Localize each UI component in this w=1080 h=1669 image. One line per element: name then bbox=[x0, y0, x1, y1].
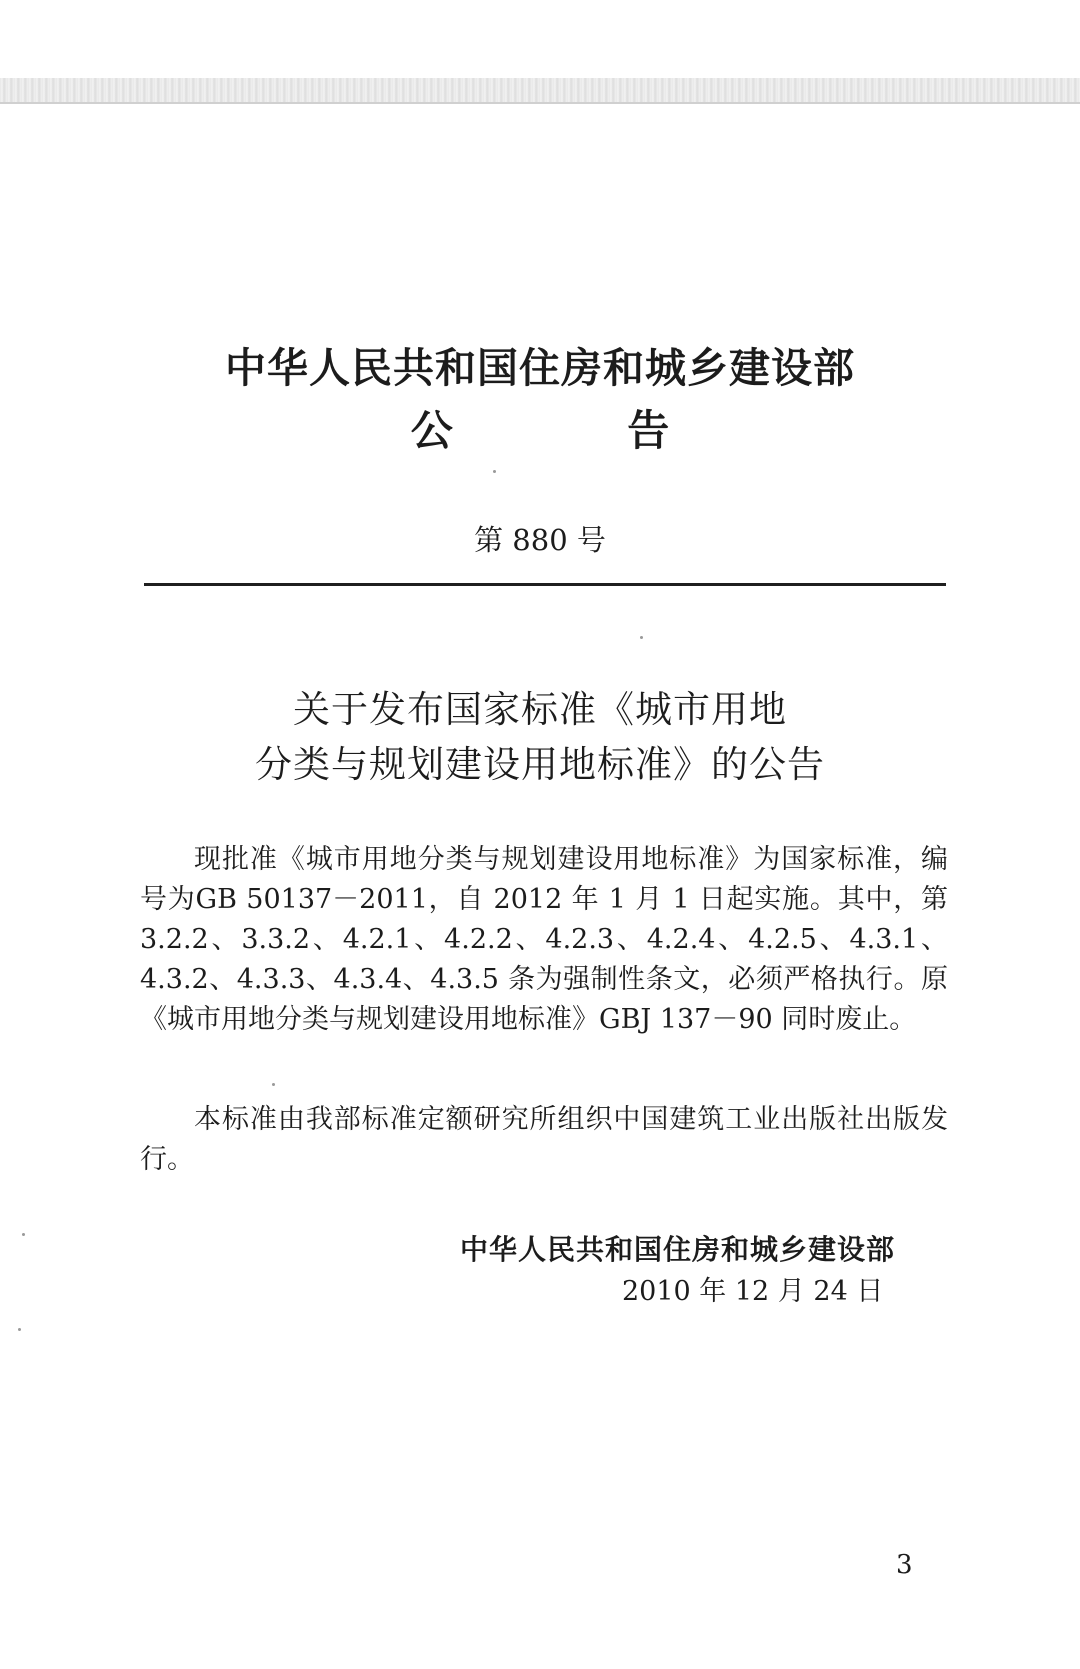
scan-speck bbox=[493, 470, 496, 473]
scan-speck bbox=[18, 1328, 21, 1331]
body-paragraph-2: 本标准由我部标准定额研究所组织中国建筑工业出版社出版发行。 bbox=[140, 1104, 948, 1175]
page-number: 3 bbox=[896, 1550, 913, 1580]
notice-title-line-2: 分类与规划建设用地标准》的公告 bbox=[255, 743, 825, 786]
department-title: 中华人民共和国住房和城乡建设部 bbox=[225, 344, 855, 392]
scan-speck bbox=[640, 636, 643, 639]
signature-organization: 中华人民共和国住房和城乡建设部 bbox=[460, 1233, 896, 1266]
notice-title-line-1: 关于发布国家标准《城市用地 bbox=[293, 688, 787, 731]
scan-speck bbox=[22, 1233, 25, 1236]
body-paragraph-1: 现批准《城市用地分类与规划建设用地标准》为国家标准，编号为GB 50137－2011，自 2012 年 1 月 1 日起实施。其中，第 3.2.2、3.3.2、4.2.1、4.2.2、4.2.3、4.2.4、4.2.5、4.3.1、4.3.2、4.3.3、4.3.4、4.3.5 条为强制性条文，必须严格执行。原《城市用地分类与规划建设用地标准》GBJ 137－90 同时废止。 bbox=[140, 844, 948, 1035]
header-divider bbox=[144, 583, 946, 586]
announcement-heading: 公 告 bbox=[410, 406, 750, 455]
document-number: 第 880 号 bbox=[474, 523, 606, 557]
scan-speck bbox=[272, 1083, 275, 1086]
notice-title bbox=[0, 682, 1080, 792]
signature-date: 2010 年 12 月 24 日 bbox=[622, 1276, 884, 1307]
scan-edge-artifact bbox=[0, 78, 1080, 104]
